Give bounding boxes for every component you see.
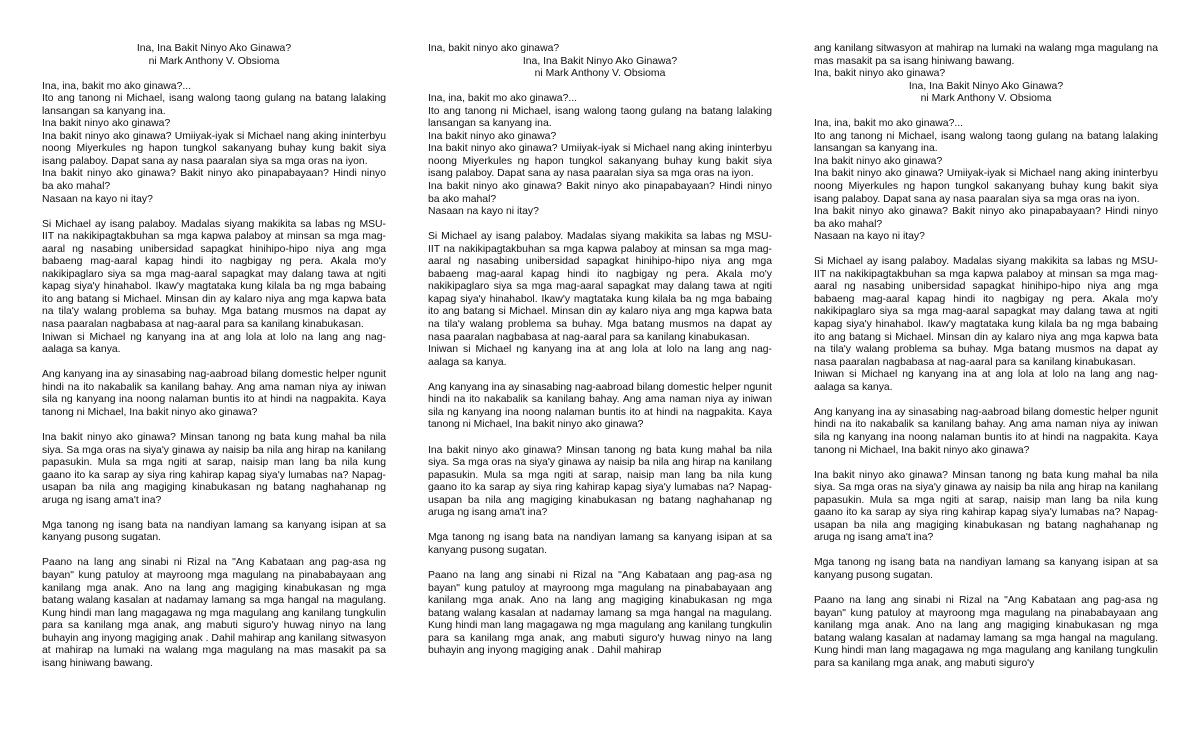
paragraph: Si Michael ay isang palaboy. Madalas siyang makikita sa labas ng MSU-IIT na nakikipagtakbuhan sa mga kapwa palaboy at minsan sa mga mag-aaral ng nasabing unibersidad sapagkat hinihipo-hipo niya ang mga babaeng mag-aaral kapag hindi ito nagbigay ng pera. Akala mo'y nakikipaglaro siya sa mga mag-aaral sapagkat may dalang tawa at ngiti kapag siya'y hinahabol. Ikaw'y magtataka kung kilala ba ng mga babaing ito ang batang si Michael. Minsan din ay kalaro niya ang mga kapwa bata na tila'y walang problema sa buhay. Mga batang musmos na dapat ay nasa paaralan nagbabasa at nag-aaral para sa kanilang kinabukasan. <box>814 256 1158 368</box>
paragraph: Iniwan si Michael ng kanyang ina at ang lola at lolo na lang ang nag-aalaga sa kanya. <box>428 344 772 368</box>
paragraph: Paano na lang ang sinabi ni Rizal na "Ang Kabataan ang pag-asa ng bayan" kung patuloy at mayroong mga magulang na pinababayaan ang kanilang mga anak. Ano na lang ang magiging kinabukasan ng mga batang walang kasalan at nadamay lamang sa mga hangal na magulang. Kung hindi man lang magagawa ng mga magulang ang kanilang tungkulin para sa kanilang mga anak, ang mabuti siguro'y huwag ninyo na lang buhayin ang inyong magiging anak . Dahil mahirap ang kanilang sitwasyon at mahirap na lumaki na walang mga magulang na mas masakit pa sa isang hiniwang bawang. <box>42 557 386 669</box>
paragraph: Ito ang tanong ni Michael, isang walong taong gulang na batang lalaking lansangan sa kanyang ina. <box>428 105 772 130</box>
paragraph: Ina bakit ninyo ako ginawa? Bakit ninyo ako pinapabayaan? Hindi ninyo ba ako mahal? <box>42 168 386 193</box>
paragraph: Nasaan na kayo ni itay? <box>428 206 539 218</box>
paragraph: Iniwan si Michael ng kanyang ina at ang lola at lolo na lang ang nag-aalaga sa kanya. <box>814 369 1158 393</box>
paragraph-gap <box>428 520 772 533</box>
paragraph: Ina bakit ninyo ako ginawa? <box>428 130 557 142</box>
paragraph-gap <box>814 106 1158 119</box>
paragraph-gap <box>428 557 772 570</box>
paragraph: Ito ang tanong ni Michael, isang walong taong gulang na batang lalaking lansangan sa kanyang ina. <box>42 93 386 117</box>
paragraph: Ina, ina, bakit mo ako ginawa?... <box>814 118 964 130</box>
paragraph: Nasaan na kayo ni itay? <box>42 193 153 205</box>
paragraph-gap <box>42 68 386 81</box>
paragraph: Ina bakit ninyo ako ginawa? Umiiyak-iyak si Michael nang aking ininterbyu noong Miyerkules ng hapon tungkol sakanyang buhay kung bakit siya isang palaboy. Dapat sana ay nasa paaralan siya sa mga oras na iyon. <box>428 143 772 180</box>
paragraph-gap <box>42 507 386 520</box>
paragraph: Ina bakit ninyo ako ginawa? <box>42 118 171 130</box>
paragraph-gap <box>42 545 386 558</box>
paragraph-gap <box>42 206 386 219</box>
text-column-2 <box>428 43 772 658</box>
paragraph: Ina bakit ninyo ako ginawa? Bakit ninyo ako pinapabayaan? Hindi ninyo ba ako mahal? <box>814 206 1158 230</box>
centered-heading-line: ni Mark Anthony V. Obsioma <box>534 68 666 80</box>
text-column-1 <box>42 43 386 670</box>
paragraph-gap <box>428 219 772 232</box>
paragraph: Paano na lang ang sinabi ni Rizal na "Ang Kabataan ang pag-asa ng bayan" kung patuloy at mayroong mga magulang na pinababayaan ang kanilang mga anak. Ano na lang ang magiging kinabukasan ng mga batang walang kasalan at nadamay lamang sa mga hangal na magulang. Kung hindi man lang magagawa ng mga magulang ang kanilang tungkulin para sa kanilang mga anak, ang mabuti siguro'y huwag ninyo na lang buhayin ang inyong magiging anak . Dahil mahirap <box>428 569 772 657</box>
paragraph: Ina bakit ninyo ako ginawa? Bakit ninyo ako pinapabayaan? Hindi ninyo ba ako mahal? <box>428 181 772 205</box>
paragraph: Iniwan si Michael ng kanyang ina at ang lola at lolo na lang ang nag-aalaga sa kanya. <box>42 331 386 356</box>
paragraph-gap <box>814 583 1158 596</box>
paragraph: Ina bakit ninyo ako ginawa? Minsan tanong ng bata kung mahal ba nila siya. Sa mga oras na siya'y ginawa ay naisip ba nila ang hirap na kanilang papasukin. Mula sa mga ngiti at sarap, naisip man lang ba nila kung gaano ito ka sarap ay siya ring kahirap kapag siya'y lumabas na? Napag-usapan ba nila ang magiging kinabukasan ng batang naghahanap ng aruga ng isang ama't ina? <box>428 444 772 519</box>
paragraph: Ang kanyang ina ay sinasabing nag-aabroad bilang domestic helper ngunit hindi na ito nakabalik sa kanilang bahay. Ang ama naman niya ay iniwan sila ng kanyang ina noong nalaman buntis ito at hindi na nagpakita. Kaya tanong ni Michael, Ina bakit ninyo ako ginawa? <box>428 381 772 431</box>
paragraph: Mga tanong ng isang bata na nandiyan lamang sa kanyang isipan at sa kanyang pusong sugatan. <box>428 532 772 556</box>
paragraph: Ina, bakit ninyo ako ginawa? <box>428 43 560 54</box>
centered-heading-line: Ina, Ina Bakit Ninyo Ako Ginawa? <box>908 80 1064 92</box>
paragraph: Si Michael ay isang palaboy. Madalas siyang makikita sa labas ng MSU-IIT na nakikipagtakbuhan sa mga kapwa palaboy at minsan sa mga mag-aaral ng nasabing unibersidad sapagkat hinihipo-hipo niya ang mga babaeng mag-aaral kapag hindi ito nagbigay ng pera. Akala mo'y nakikipaglaro siya sa mga mag-aaral sapagkat may dalang tawa at ngiti kapag siya'y hinahabol. Ikaw'y magtataka kung kilala ba ng mga babaing ito ang batang si Michael. Minsan din ay kalaro niya ang mga kapwa bata na tila'y walang problema sa buhay. Mga batang musmos na dapat ay nasa paaralan nagbabasa at nag-aaral para sa kanilang kinabukasan. <box>42 218 386 331</box>
paragraph-gap <box>428 81 772 94</box>
paragraph: Ina bakit ninyo ako ginawa? Minsan tanong ng bata kung mahal ba nila siya. Sa mga oras na siya'y ginawa ay naisip ba nila ang hirap na kanilang papasukin. Mula sa mga ngiti at sarap, naisip man lang ba nila kung gaano ito ka sarap ay siya ring kahirap kapag siya'y lumabas na? Napag-usapan ba nila ang magiging kinabukasan ng batang naghahanap ng aruga ng isang ama't ina? <box>814 469 1158 544</box>
paragraph: Ina, bakit ninyo ako ginawa? <box>814 68 946 80</box>
paragraph: Paano na lang ang sinabi ni Rizal na "Ang Kabataan ang pag-asa ng bayan" kung patuloy at mayroong mga magulang na pinababayaan ang kanilang mga anak. Ano na lang ang magiging kinabukasan ng mga batang walang kasalan at nadamay lamang sa mga hangal na magulang. Kung hindi man lang magagawa ng mga magulang ang kanilang tungkulin para sa kanilang mga anak, ang mabuti siguro'y <box>814 595 1158 669</box>
paragraph: Ina bakit ninyo ako ginawa? Umiiyak-iyak si Michael nang aking ininterbyu noong Miyerkules ng hapon tungkol sakanyang buhay kung bakit siya isang palaboy. Dapat sana ay nasa paaralan siya sa mga oras na iyon. <box>814 168 1158 205</box>
text-column-3 <box>814 43 1158 670</box>
paragraph: Si Michael ay isang palaboy. Madalas siyang makikita sa labas ng MSU-IIT na nakikipagtakbuhan sa mga kapwa palaboy at minsan sa mga mag-aaral ng nasabing unibersidad sapagkat hinihipo-hipo niya ang mga babaeng mag-aaral kapag hindi ito nagbigay ng pera. Akala mo'y nakikipaglaro siya sa mga mag-aaral sapagkat may dalang tawa at ngiti kapag siya'y hinahabol. Ikaw'y magtataka kung kilala ba ng mga babaing ito ang batang si Michael. Minsan din ay kalaro niya ang mga kapwa bata na tila'y walang problema sa buhay. Mga batang musmos na dapat ay nasa paaralan nagbabasa at nag-aaral para sa kanilang kinabukasan. <box>428 231 772 343</box>
paragraph: ang kanilang sitwasyon at mahirap na lumaki na walang mga magulang na mas masakit pa sa isang hiniwang bawang. <box>814 43 1158 67</box>
paragraph: Ito ang tanong ni Michael, isang walong taong gulang na batang lalaking lansangan sa kanyang ina. <box>814 130 1158 155</box>
paragraph-gap <box>42 419 386 432</box>
centered-heading-line: ni Mark Anthony V. Obsioma <box>148 55 280 67</box>
centered-heading-line: Ina, Ina Bakit Ninyo Ako Ginawa? <box>136 43 292 54</box>
paragraph: Ina, ina, bakit mo ako ginawa?... <box>428 93 578 105</box>
paragraph-gap <box>814 457 1158 470</box>
paragraph-gap <box>814 545 1158 558</box>
paragraph-gap <box>42 357 386 370</box>
paragraph: Nasaan na kayo ni itay? <box>814 231 925 243</box>
paragraph: Ina bakit ninyo ako ginawa? <box>814 155 943 167</box>
paragraph: Ina, ina, bakit mo ako ginawa?... <box>42 80 192 92</box>
paragraph-gap <box>814 244 1158 257</box>
paragraph: Ang kanyang ina ay sinasabing nag-aabroad bilang domestic helper ngunit hindi na ito nakabalik sa kanilang bahay. Ang ama naman niya ay iniwan sila ng kanyang ina noong nalaman buntis ito at hindi na nagpakita. Kaya tanong ni Michael, Ina bakit ninyo ako ginawa? <box>42 369 386 418</box>
paragraph: Mga tanong ng isang bata na nandiyan lamang sa kanyang isipan at sa kanyang pusong sugatan. <box>42 519 386 544</box>
centered-heading-line: ni Mark Anthony V. Obsioma <box>920 93 1052 105</box>
paragraph-gap <box>428 369 772 382</box>
paragraph: Mga tanong ng isang bata na nandiyan lamang sa kanyang isipan at sa kanyang pusong sugatan. <box>814 557 1158 581</box>
paragraph-gap <box>814 394 1158 407</box>
paragraph: Ang kanyang ina ay sinasabing nag-aabroad bilang domestic helper ngunit hindi na ito nakabalik sa kanilang bahay. Ang ama naman niya ay iniwan sila ng kanyang ina noong nalaman buntis ito at hindi na nagpakita. Kaya tanong ni Michael, Ina bakit ninyo ako ginawa? <box>814 406 1158 456</box>
paragraph: Ina bakit ninyo ako ginawa? Umiiyak-iyak si Michael nang aking ininterbyu noong Miyerkules ng hapon tungkol sakanyang buhay kung bakit siya isang palaboy. Dapat sana ay nasa paaralan siya sa mga oras na iyon. <box>42 130 386 167</box>
paragraph-gap <box>428 432 772 445</box>
centered-heading-line: Ina, Ina Bakit Ninyo Ako Ginawa? <box>522 55 678 67</box>
paragraph: Ina bakit ninyo ako ginawa? Minsan tanong ng bata kung mahal ba nila siya. Sa mga oras na siya'y ginawa ay naisip ba nila ang hirap na kanilang papasukin. Mula sa mga ngiti at sarap, naisip man lang ba nila kung gaano ito ka sarap ay siya ring kahirap kapag siya'y lumabas na? Napag-usapan ba nila ang magiging kinabukasan ng batang naghahanap ng aruga ng isang ama't ina? <box>42 431 386 506</box>
